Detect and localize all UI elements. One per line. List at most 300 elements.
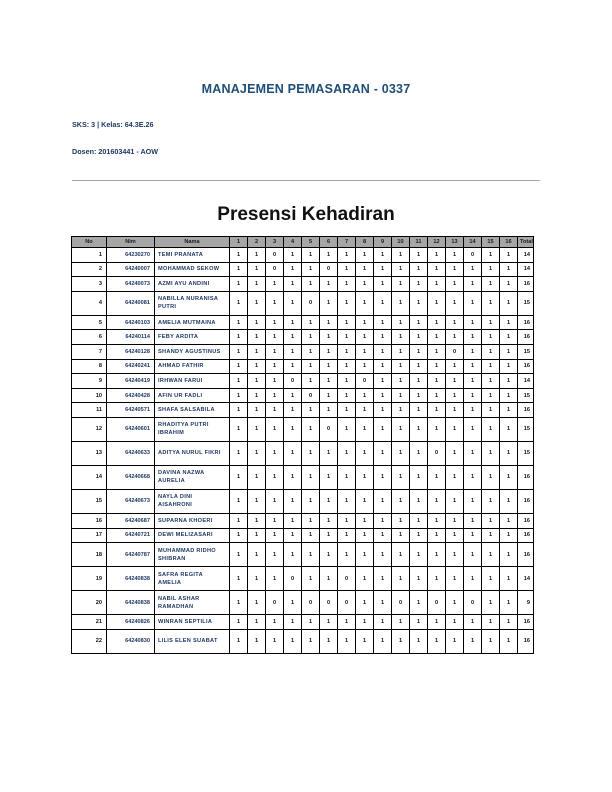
attendance-mark: 1 (284, 489, 302, 513)
attendance-mark: 1 (320, 513, 338, 528)
attendance-mark: 1 (248, 262, 266, 277)
attendance-total: 16 (518, 330, 534, 345)
attendance-mark: 1 (464, 277, 482, 292)
student-name: SHAFA SALSABILA (155, 403, 230, 418)
attendance-mark: 1 (356, 344, 374, 359)
column-header: 12 (428, 237, 446, 248)
table-row (72, 403, 534, 418)
attendance-mark: 1 (374, 344, 392, 359)
attendance-mark: 1 (428, 388, 446, 403)
attendance-mark: 1 (248, 315, 266, 330)
attendance-mark: 1 (356, 388, 374, 403)
attendance-mark: 1 (266, 359, 284, 374)
attendance-mark: 1 (356, 528, 374, 543)
column-header: 2 (248, 237, 266, 248)
table-row (72, 567, 534, 591)
attendance-mark: 1 (500, 441, 518, 465)
attendance-mark: 1 (338, 262, 356, 277)
attendance-mark: 1 (248, 330, 266, 345)
attendance-mark: 0 (266, 591, 284, 615)
attendance-mark: 1 (428, 291, 446, 315)
attendance-mark: 1 (410, 403, 428, 418)
attendance-mark: 1 (392, 315, 410, 330)
attendance-mark: 1 (446, 315, 464, 330)
attendance-mark: 1 (230, 591, 248, 615)
attendance-mark: 1 (266, 277, 284, 292)
row-number: 10 (72, 388, 107, 403)
student-nim: 64240103 (107, 315, 155, 330)
attendance-mark: 1 (320, 374, 338, 389)
attendance-mark: 1 (230, 359, 248, 374)
attendance-total: 14 (518, 567, 534, 591)
attendance-mark: 1 (266, 388, 284, 403)
attendance-mark: 1 (230, 489, 248, 513)
column-header: 3 (266, 237, 284, 248)
attendance-mark: 1 (230, 330, 248, 345)
attendance-mark: 1 (302, 374, 320, 389)
row-number: 5 (72, 315, 107, 330)
attendance-total: 15 (518, 441, 534, 465)
student-nim: 64240241 (107, 359, 155, 374)
attendance-mark: 1 (266, 315, 284, 330)
attendance-mark: 1 (374, 567, 392, 591)
row-number: 15 (72, 489, 107, 513)
attendance-mark: 1 (248, 513, 266, 528)
course-sks-class: SKS: 3 | Kelas: 64.3E.26 (72, 120, 154, 129)
attendance-mark: 1 (374, 359, 392, 374)
attendance-mark: 1 (356, 330, 374, 345)
attendance-mark: 1 (374, 543, 392, 567)
attendance-mark: 1 (284, 344, 302, 359)
attendance-mark: 1 (482, 330, 500, 345)
attendance-mark: 1 (464, 291, 482, 315)
attendance-mark: 1 (284, 615, 302, 630)
attendance-mark: 0 (338, 591, 356, 615)
attendance-mark: 1 (302, 489, 320, 513)
attendance-mark: 1 (248, 441, 266, 465)
header-divider (72, 180, 540, 181)
attendance-mark: 0 (320, 417, 338, 441)
attendance-mark: 1 (266, 489, 284, 513)
attendance-mark: 1 (320, 248, 338, 263)
attendance-mark: 1 (302, 277, 320, 292)
attendance-mark: 1 (464, 262, 482, 277)
table-row (72, 489, 534, 513)
attendance-mark: 1 (284, 528, 302, 543)
attendance-mark: 1 (338, 441, 356, 465)
attendance-mark: 1 (284, 330, 302, 345)
table-row (72, 528, 534, 543)
attendance-mark: 1 (410, 489, 428, 513)
attendance-mark: 1 (266, 629, 284, 653)
attendance-total: 16 (518, 277, 534, 292)
attendance-mark: 1 (266, 291, 284, 315)
attendance-mark: 1 (356, 417, 374, 441)
attendance-mark: 1 (248, 417, 266, 441)
attendance-mark: 0 (320, 262, 338, 277)
attendance-mark: 0 (356, 374, 374, 389)
attendance-mark: 1 (284, 465, 302, 489)
attendance-mark: 1 (338, 374, 356, 389)
attendance-mark: 1 (320, 615, 338, 630)
attendance-mark: 1 (500, 615, 518, 630)
row-number: 1 (72, 248, 107, 263)
attendance-mark: 1 (374, 513, 392, 528)
attendance-mark: 1 (266, 543, 284, 567)
table-row (72, 374, 534, 389)
attendance-mark: 1 (356, 315, 374, 330)
attendance-mark: 1 (320, 277, 338, 292)
attendance-mark: 1 (428, 359, 446, 374)
student-nim: 64240668 (107, 465, 155, 489)
attendance-mark: 1 (392, 359, 410, 374)
attendance-mark: 1 (302, 615, 320, 630)
attendance-mark: 1 (266, 403, 284, 418)
table-row (72, 543, 534, 567)
attendance-mark: 1 (284, 291, 302, 315)
attendance-mark: 1 (482, 441, 500, 465)
attendance-mark: 1 (374, 465, 392, 489)
attendance-total: 15 (518, 291, 534, 315)
document-title: Presensi Kehadiran (217, 204, 395, 225)
attendance-mark: 1 (248, 528, 266, 543)
table-row (72, 615, 534, 630)
attendance-mark: 1 (356, 591, 374, 615)
student-name: FEBY ARDITA (155, 330, 230, 345)
attendance-mark: 1 (356, 629, 374, 653)
attendance-mark: 1 (320, 528, 338, 543)
attendance-mark: 1 (248, 629, 266, 653)
attendance-mark: 1 (500, 629, 518, 653)
table-row (72, 591, 534, 615)
attendance-mark: 1 (284, 513, 302, 528)
attendance-mark: 1 (500, 489, 518, 513)
attendance-mark: 1 (338, 291, 356, 315)
attendance-total: 16 (518, 465, 534, 489)
column-header: 5 (302, 237, 320, 248)
attendance-mark: 1 (392, 248, 410, 263)
attendance-mark: 1 (410, 262, 428, 277)
attendance-mark: 1 (410, 629, 428, 653)
attendance-mark: 1 (392, 344, 410, 359)
attendance-mark: 1 (338, 248, 356, 263)
attendance-mark: 1 (500, 277, 518, 292)
student-name: AZMI AYU ANDINI (155, 277, 230, 292)
attendance-mark: 1 (428, 543, 446, 567)
attendance-mark: 1 (392, 403, 410, 418)
attendance-mark: 1 (482, 615, 500, 630)
attendance-mark: 1 (374, 374, 392, 389)
attendance-mark: 1 (230, 344, 248, 359)
attendance-mark: 1 (464, 344, 482, 359)
attendance-mark: 1 (410, 359, 428, 374)
column-header: Nim (107, 237, 155, 248)
attendance-mark: 1 (392, 489, 410, 513)
attendance-mark: 1 (230, 388, 248, 403)
attendance-mark: 1 (482, 528, 500, 543)
table-row (72, 315, 534, 330)
student-nim: 64240633 (107, 441, 155, 465)
attendance-mark: 1 (482, 465, 500, 489)
attendance-mark: 1 (284, 248, 302, 263)
attendance-mark: 1 (302, 344, 320, 359)
attendance-mark: 1 (302, 403, 320, 418)
attendance-mark: 1 (464, 543, 482, 567)
attendance-mark: 1 (374, 248, 392, 263)
attendance-mark: 1 (338, 489, 356, 513)
student-nim: 64240428 (107, 388, 155, 403)
column-header: 8 (356, 237, 374, 248)
attendance-mark: 1 (266, 528, 284, 543)
attendance-total: 15 (518, 417, 534, 441)
attendance-mark: 1 (482, 374, 500, 389)
attendance-mark: 1 (302, 513, 320, 528)
student-nim: 64240571 (107, 403, 155, 418)
attendance-mark: 1 (320, 629, 338, 653)
attendance-mark: 1 (500, 513, 518, 528)
attendance-mark: 1 (500, 330, 518, 345)
attendance-mark: 1 (428, 403, 446, 418)
attendance-mark: 1 (374, 291, 392, 315)
attendance-mark: 1 (266, 465, 284, 489)
student-name: DEWI MELIZASARI (155, 528, 230, 543)
attendance-mark: 1 (320, 330, 338, 345)
attendance-mark: 1 (410, 543, 428, 567)
attendance-mark: 1 (428, 417, 446, 441)
attendance-mark: 1 (338, 344, 356, 359)
attendance-mark: 1 (482, 489, 500, 513)
table-row (72, 441, 534, 465)
student-name: AFIN UR FADLI (155, 388, 230, 403)
attendance-total: 15 (518, 344, 534, 359)
table-row (72, 277, 534, 292)
attendance-mark: 1 (230, 262, 248, 277)
attendance-mark: 1 (248, 277, 266, 292)
attendance-mark: 1 (230, 417, 248, 441)
attendance-mark: 1 (284, 388, 302, 403)
attendance-mark: 1 (302, 629, 320, 653)
attendance-mark: 1 (446, 629, 464, 653)
column-header: 7 (338, 237, 356, 248)
attendance-mark: 1 (338, 359, 356, 374)
attendance-mark: 1 (464, 528, 482, 543)
attendance-mark: 1 (428, 277, 446, 292)
attendance-mark: 1 (374, 330, 392, 345)
attendance-mark: 1 (392, 388, 410, 403)
row-number: 18 (72, 543, 107, 567)
attendance-mark: 1 (374, 591, 392, 615)
attendance-total: 16 (518, 543, 534, 567)
attendance-mark: 1 (428, 344, 446, 359)
attendance-mark: 1 (410, 417, 428, 441)
attendance-mark: 1 (356, 403, 374, 418)
attendance-mark: 0 (284, 374, 302, 389)
attendance-mark: 1 (266, 417, 284, 441)
attendance-mark: 1 (320, 291, 338, 315)
attendance-mark: 1 (482, 291, 500, 315)
attendance-mark: 1 (464, 388, 482, 403)
student-name: NABILLA NURANISA PUTRI (155, 291, 230, 315)
attendance-mark: 1 (464, 513, 482, 528)
attendance-mark: 1 (284, 417, 302, 441)
column-header: 14 (464, 237, 482, 248)
attendance-mark: 1 (464, 403, 482, 418)
attendance-mark: 1 (392, 567, 410, 591)
attendance-mark: 1 (320, 465, 338, 489)
attendance-mark: 1 (446, 441, 464, 465)
student-name: AMELIA MUTMAINA (155, 315, 230, 330)
attendance-mark: 1 (356, 441, 374, 465)
attendance-mark: 1 (446, 591, 464, 615)
attendance-total: 16 (518, 629, 534, 653)
attendance-mark: 0 (428, 591, 446, 615)
attendance-mark: 1 (230, 513, 248, 528)
attendance-mark: 1 (284, 359, 302, 374)
student-nim: 64240128 (107, 344, 155, 359)
table-row (72, 344, 534, 359)
attendance-mark: 1 (446, 403, 464, 418)
attendance-mark: 1 (338, 330, 356, 345)
student-nim: 64240601 (107, 417, 155, 441)
attendance-mark: 0 (464, 248, 482, 263)
attendance-mark: 1 (374, 417, 392, 441)
student-nim: 64240721 (107, 528, 155, 543)
attendance-total: 16 (518, 528, 534, 543)
attendance-mark: 1 (392, 441, 410, 465)
attendance-mark: 1 (284, 591, 302, 615)
row-number: 2 (72, 262, 107, 277)
attendance-mark: 1 (248, 388, 266, 403)
column-header: Total (518, 237, 534, 248)
attendance-total: 14 (518, 374, 534, 389)
attendance-mark: 1 (410, 291, 428, 315)
attendance-mark: 1 (248, 615, 266, 630)
attendance-mark: 1 (482, 262, 500, 277)
attendance-mark: 1 (446, 528, 464, 543)
student-name: DAVINA NAZWA AURELIA (155, 465, 230, 489)
attendance-mark: 1 (500, 374, 518, 389)
row-number: 17 (72, 528, 107, 543)
attendance-mark: 1 (338, 543, 356, 567)
attendance-mark: 1 (482, 359, 500, 374)
attendance-mark: 1 (284, 543, 302, 567)
attendance-mark: 1 (230, 291, 248, 315)
attendance-mark: 1 (410, 248, 428, 263)
attendance-mark: 1 (392, 543, 410, 567)
student-name: NAYLA DINI AISAHRONI (155, 489, 230, 513)
row-number: 16 (72, 513, 107, 528)
attendance-mark: 1 (374, 629, 392, 653)
attendance-mark: 1 (356, 543, 374, 567)
attendance-mark: 0 (266, 248, 284, 263)
column-header: No (72, 237, 107, 248)
attendance-mark: 1 (500, 567, 518, 591)
attendance-mark: 1 (284, 315, 302, 330)
attendance-mark: 1 (446, 374, 464, 389)
attendance-mark: 1 (374, 441, 392, 465)
attendance-mark: 1 (338, 277, 356, 292)
attendance-mark: 1 (392, 629, 410, 653)
attendance-mark: 1 (428, 248, 446, 263)
attendance-mark: 1 (248, 567, 266, 591)
attendance-mark: 1 (428, 489, 446, 513)
table-row (72, 388, 534, 403)
table-row (72, 417, 534, 441)
attendance-mark: 1 (392, 417, 410, 441)
table-row (72, 330, 534, 345)
attendance-mark: 1 (410, 344, 428, 359)
attendance-mark: 1 (446, 543, 464, 567)
row-number: 6 (72, 330, 107, 345)
attendance-mark: 1 (302, 441, 320, 465)
attendance-mark: 1 (500, 344, 518, 359)
attendance-mark: 1 (482, 344, 500, 359)
student-nim: 64240007 (107, 262, 155, 277)
attendance-mark: 1 (446, 513, 464, 528)
attendance-mark: 1 (230, 567, 248, 591)
attendance-mark: 1 (356, 567, 374, 591)
attendance-mark: 1 (410, 615, 428, 630)
attendance-mark: 1 (266, 441, 284, 465)
attendance-mark: 1 (230, 315, 248, 330)
column-header: 13 (446, 237, 464, 248)
attendance-mark: 0 (302, 388, 320, 403)
attendance-mark: 0 (284, 567, 302, 591)
attendance-mark: 1 (230, 403, 248, 418)
column-header: Nama (155, 237, 230, 248)
row-number: 8 (72, 359, 107, 374)
attendance-mark: 1 (230, 543, 248, 567)
attendance-mark: 0 (266, 262, 284, 277)
student-name: SUPARNA KHOERI (155, 513, 230, 528)
attendance-mark: 1 (230, 629, 248, 653)
attendance-mark: 1 (392, 374, 410, 389)
attendance-mark: 1 (482, 567, 500, 591)
attendance-mark: 1 (392, 330, 410, 345)
row-number: 3 (72, 277, 107, 292)
attendance-mark: 1 (320, 403, 338, 418)
column-header: 1 (230, 237, 248, 248)
attendance-mark: 1 (230, 374, 248, 389)
student-nim: 64240838 (107, 567, 155, 591)
attendance-mark: 1 (356, 248, 374, 263)
student-name: SAFRA REGITA AMELIA (155, 567, 230, 591)
attendance-mark: 0 (428, 441, 446, 465)
attendance-mark: 1 (230, 248, 248, 263)
attendance-mark: 1 (392, 513, 410, 528)
attendance-mark: 1 (464, 465, 482, 489)
course-title: MANAJEMEN PEMASARAN - 0337 (201, 82, 411, 96)
student-name: MUHAMMAD RIDHO SHIBRAN (155, 543, 230, 567)
attendance-mark: 1 (248, 403, 266, 418)
attendance-mark: 1 (428, 374, 446, 389)
attendance-mark: 1 (500, 528, 518, 543)
attendance-mark: 0 (446, 344, 464, 359)
attendance-total: 9 (518, 591, 534, 615)
student-name: MOHAMMAD SEKOW (155, 262, 230, 277)
attendance-mark: 1 (248, 359, 266, 374)
attendance-mark: 1 (446, 489, 464, 513)
table-row (72, 248, 534, 263)
attendance-mark: 1 (482, 388, 500, 403)
attendance-mark: 1 (500, 417, 518, 441)
attendance-mark: 1 (230, 615, 248, 630)
row-number: 19 (72, 567, 107, 591)
attendance-mark: 1 (284, 441, 302, 465)
attendance-mark: 1 (392, 528, 410, 543)
attendance-mark: 1 (446, 248, 464, 263)
attendance-mark: 1 (338, 465, 356, 489)
